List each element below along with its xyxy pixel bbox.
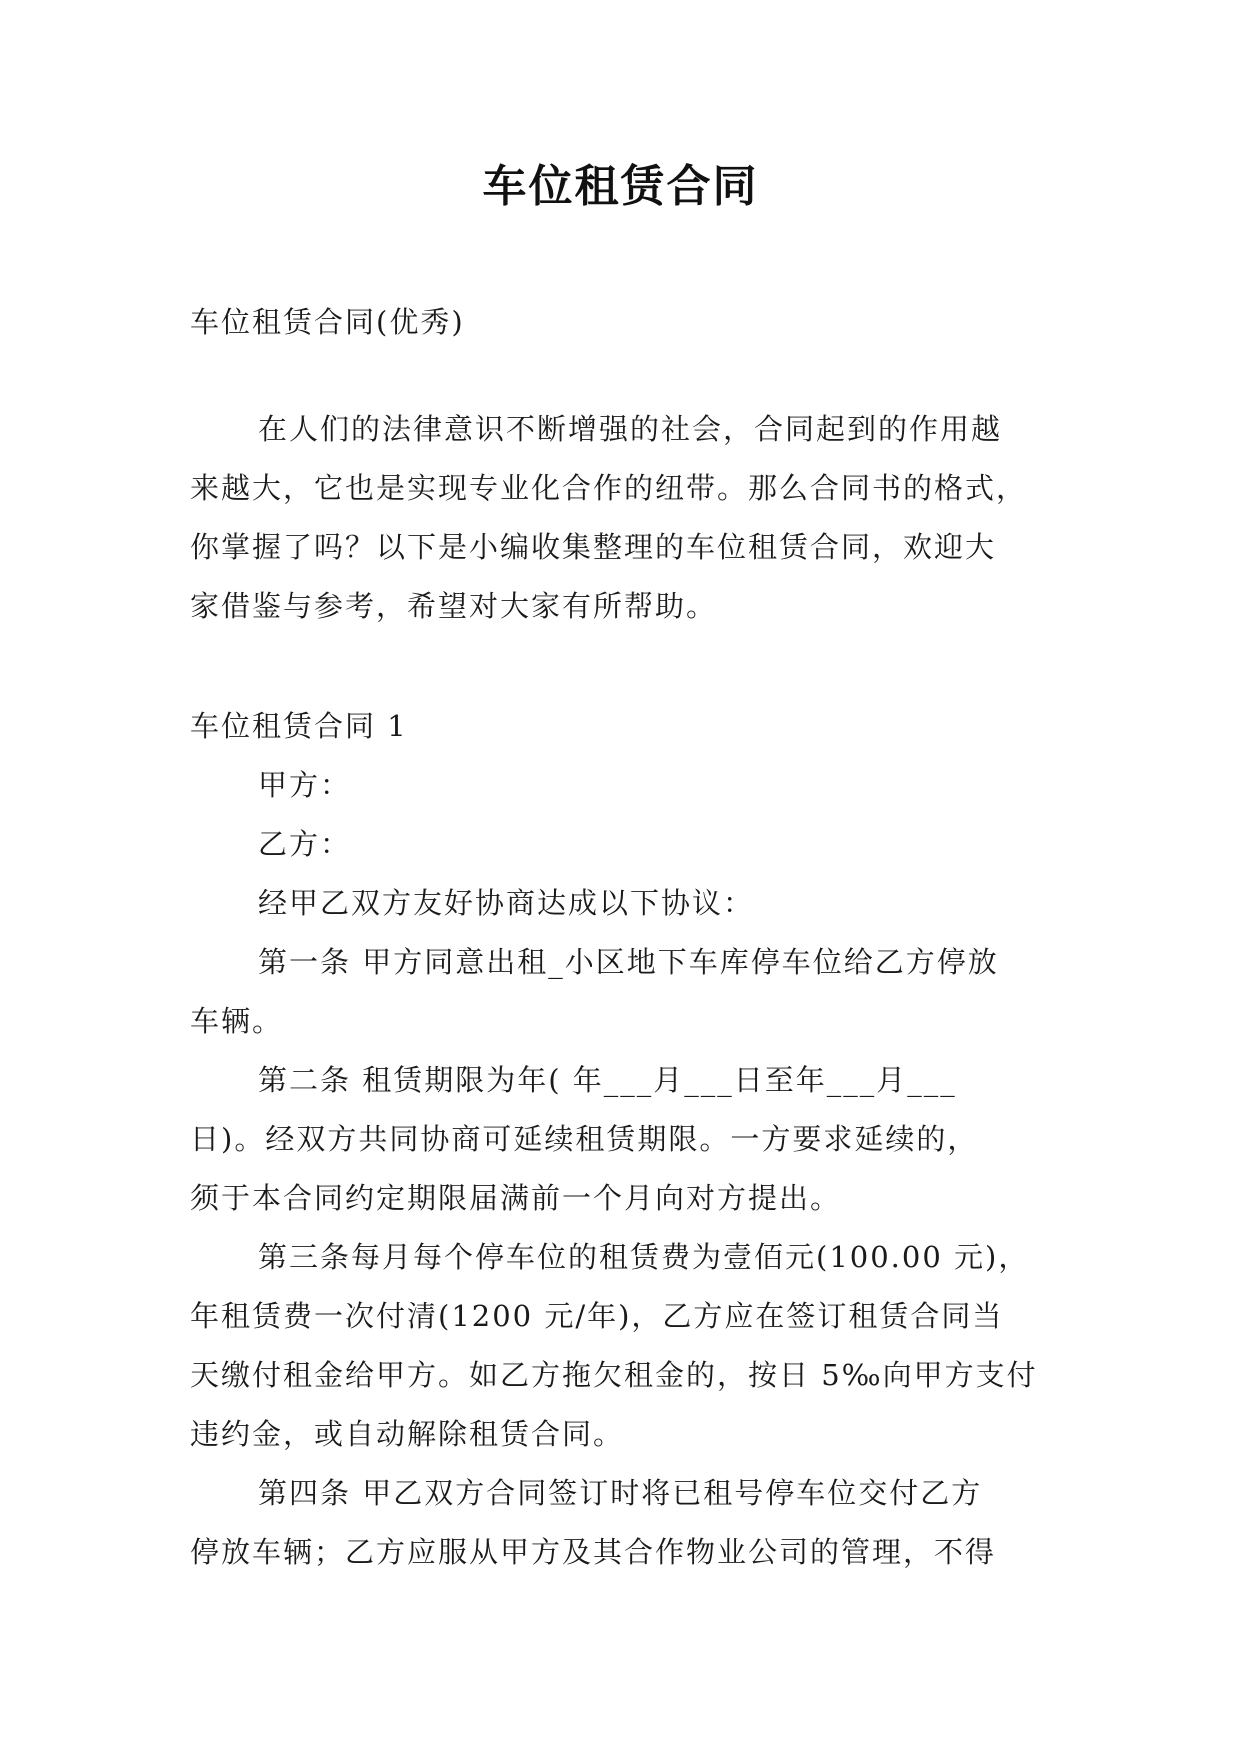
agreement-intro: 经甲乙双方友好协商达成以下协议：: [258, 886, 755, 920]
article-3-line: 年租赁费一次付清(1200 元/年)，乙方应在签订租赁合同当: [190, 1299, 1004, 1333]
article-2-line: 须于本合同约定期限届满前一个月向对方提出。: [190, 1181, 842, 1215]
article-1-line: 车辆。: [190, 1004, 284, 1038]
document-subtitle: [190, 293, 1050, 352]
section-heading: 车位租赁合同 1: [190, 709, 408, 743]
article-3-line: 第三条每月每个停车位的租赁费为壹佰元(100.00 元)，: [258, 1240, 1030, 1274]
party-a-label: 甲方：: [258, 768, 352, 802]
intro-line: 你掌握了吗？以下是小编收集整理的车位租赁合同，欢迎大: [190, 530, 997, 564]
article-4-line: 停放车辆；乙方应服从甲方及其合作物业公司的管理，不得: [190, 1535, 997, 1569]
article-2-line: 日)。经双方共同协商可延续租赁期限。一方要求延续的，: [190, 1122, 979, 1156]
article-2-line: 第二条 租赁期限为年( 年___月___日至年___月___: [258, 1063, 957, 1097]
article-3-line: 天缴付租金给甲方。如乙方拖欠租金的，按日 5‰向甲方支付: [190, 1358, 1038, 1392]
subtitle-line: 车位租赁合同(优秀): [190, 305, 465, 339]
article-3-line: 违约金，或自动解除租赁合同。: [190, 1417, 625, 1451]
intro-line: 家借鉴与参考，希望对大家有所帮助。: [190, 589, 718, 623]
intro-line: 在人们的法律意识不断增强的社会，合同起到的作用越: [258, 412, 1003, 446]
party-b-label: 乙方：: [258, 827, 352, 861]
document-title: 车位租赁合同: [482, 161, 759, 212]
article-4-line: 第四条 甲乙双方合同签订时将已租号停车位交付乙方: [258, 1476, 983, 1510]
intro-line: 来越大，它也是实现专业化合作的纽带。那么合同书的格式，: [190, 471, 1028, 505]
contract-section-1: [190, 697, 1050, 1582]
intro-paragraph: [190, 400, 1050, 636]
article-1-line: 第一条 甲方同意出租_小区地下车库停车位给乙方停放: [258, 945, 999, 979]
